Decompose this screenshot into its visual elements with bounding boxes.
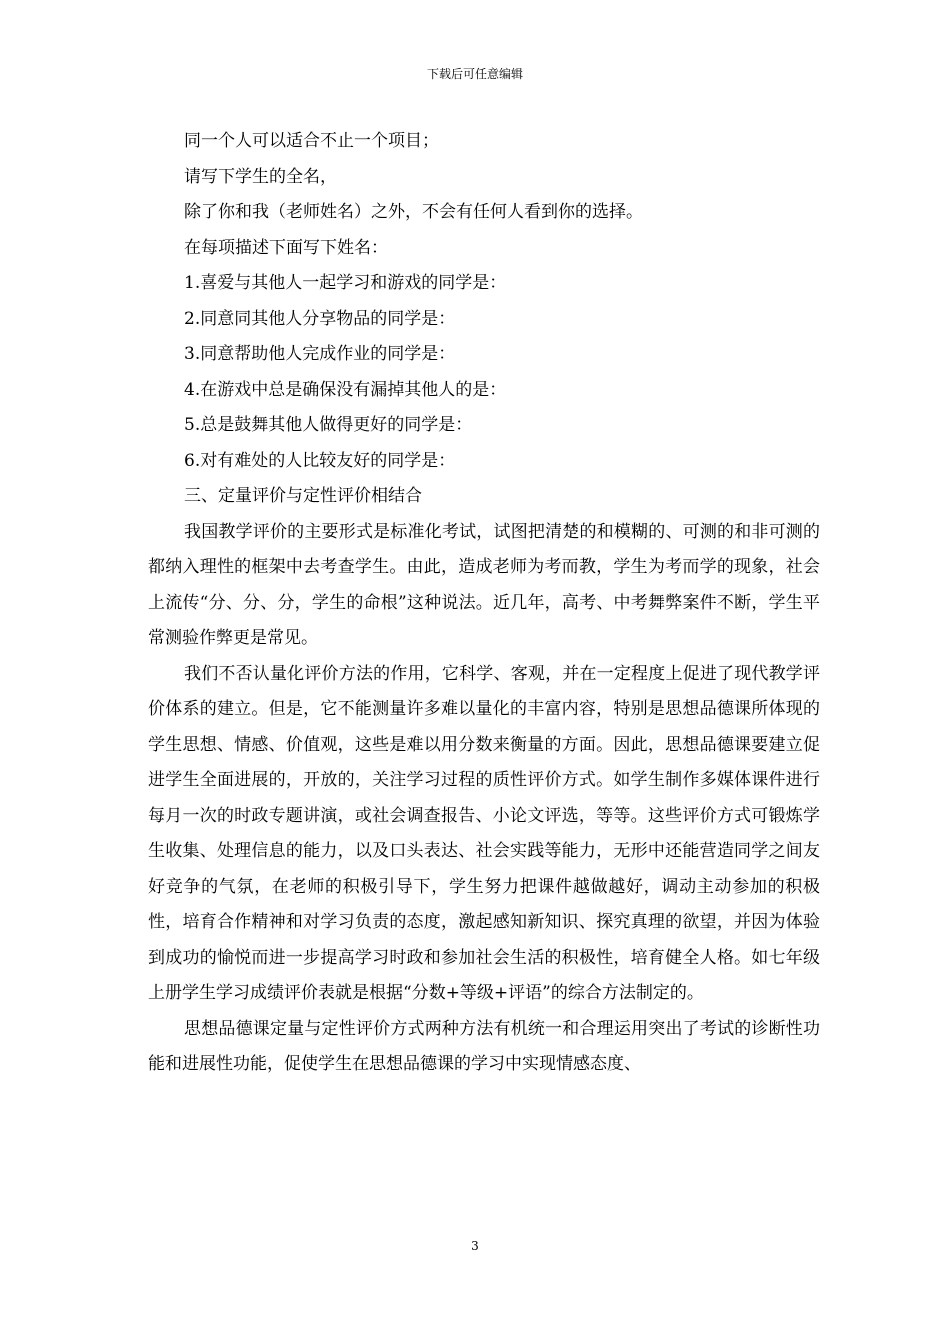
document-body bbox=[148, 124, 820, 1083]
text-line: 在每项描述下面写下姓名： bbox=[184, 237, 388, 258]
paragraph: 我国教学评价的主要形式是标准化考试，试图把清楚的和模糊的、可测的和非可测的都纳入理性的框架中去考查学生。由此，造成老师为考而教，学生为考而学的现象，社会上流传“分、分、分，学生的命根”这种说法。近几年，高考、中考舞弊案件不断，学生平常测验作弊更是常见。 bbox=[148, 521, 820, 648]
text-line: 除了你和我（老师姓名）之外，不会有任何人看到你的选择。 bbox=[184, 202, 643, 222]
page-header: 下载后可任意编辑 bbox=[426, 67, 523, 81]
section-heading: 三、定量评价与定性评价相结合 bbox=[184, 486, 422, 506]
text-line: 同一个人可以适合不止一个项目； bbox=[184, 131, 439, 151]
list-item: 3.同意帮助他人完成作业的同学是： bbox=[184, 344, 456, 364]
list-item: 5.总是鼓舞其他人做得更好的同学是： bbox=[184, 415, 473, 435]
list-item: 6.对有难处的人比较友好的同学是： bbox=[184, 450, 456, 471]
list-item: 1.喜爱与其他人一起学习和游戏的同学是： bbox=[184, 273, 507, 293]
paragraph: 我们不否认量化评价方法的作用，它科学、客观，并在一定程度上促进了现代教学评价体系的建立。但是，它不能测量许多难以量化的丰富内容，特别是思想品德课所体现的学生思想、情感、价值观，这些是难以用分数来衡量的方面。因此，思想品德课要建立促进学生全面进展的，开放的，关注学习过程的质性评价方式。如学生制作多媒体课件进行每月一次的时政专题讲演，或社会调查报告、小论文评选，等等。这些评价方式可锻炼学生收集、处理信息的能力，以及口头表达、社会实践等能力，无形中还能营造同学之间友好竞争的气氛，在老师的积极引导下，学生努力把课件越做越好，调动主动参加的积极性，培育合作精神和对学习负责的态度，激起感知新知识、探究真理的欲望，并因为体验到成功的愉悦而进一步提高学习时政和参加社会生活的积极性，培育健全人格。如七年级上册学生学习成绩评价表就是根据“分数+等级+评语”的综合方法制定的。 bbox=[148, 663, 820, 1003]
text-line: 请写下学生的全名， bbox=[184, 166, 337, 187]
paragraph: 思想品德课定量与定性评价方式两种方法有机统一和合理运用突出了考试的诊断性功能和进展性功能，促使学生在思想品德课的学习中实现情感态度、 bbox=[148, 1018, 820, 1074]
page-number: 3 bbox=[471, 1239, 479, 1253]
list-item: 4.在游戏中总是确保没有漏掉其他人的是： bbox=[184, 379, 507, 400]
list-item: 2.同意同其他人分享物品的同学是： bbox=[184, 308, 456, 329]
